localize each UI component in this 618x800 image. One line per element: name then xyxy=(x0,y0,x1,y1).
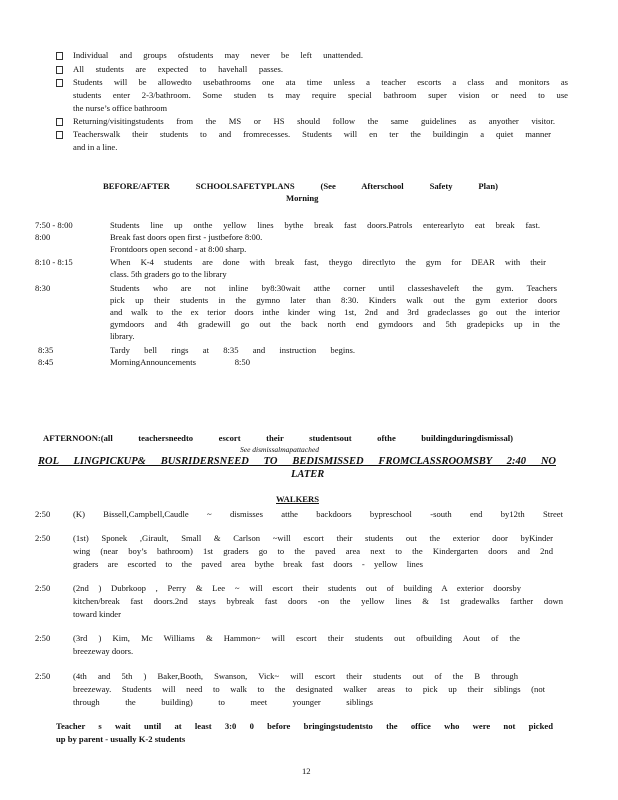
walker-time: 2:50 xyxy=(35,509,51,519)
schedule-text: Students who are not inline by8:30wait atthe corner until classeshaveleft the gym. Teachers xyxy=(110,283,557,293)
bullet-line: the nurse’s office bathroom xyxy=(73,103,168,113)
rolling-pickup-notice: LATER xyxy=(291,469,325,480)
rolling-pickup-notice: ROL LINGPICKUP& BUSRIDERSNEED TO BEDISMISSED FROMCLASSROOMSBY 2:40 NO xyxy=(38,456,556,467)
schedule-text: library. xyxy=(110,331,135,341)
walker-text: (3rd ) Kim, Mc Williams & Hammon~ will escort their students out ofbuilding Aout of the xyxy=(73,633,520,643)
section-subheading: Morning xyxy=(286,193,319,203)
checkbox-bullet-icon xyxy=(56,65,64,73)
schedule-text: Break fast doors open first - justbefore 8:00. xyxy=(110,232,263,242)
walkers-heading: WALKERS xyxy=(276,494,319,504)
dismissal-map-note: See dismissalmapattached xyxy=(240,445,319,454)
walker-text: toward kinder xyxy=(73,609,121,619)
walker-text: breezeway doors. xyxy=(73,646,134,656)
bullet-line: Returning/visitingstudents from the MS or HS should follow the same guidelines as anyother visitor. xyxy=(73,116,555,126)
bullet-line: Teacherswalk their students to and fromrecesses. Students will en ter the buildingin a quiet manner xyxy=(73,129,551,139)
schedule-time: 8:00 xyxy=(35,232,51,242)
schedule-text: pick up their students in the gymno later than 8:30. Kinders walk out the gym exterior doors xyxy=(110,295,557,305)
afternoon-heading: AFTERNOON:(all teachersneedto escort their studentsout ofthe buildingduringdismissal) xyxy=(43,433,513,443)
walker-text: (4th and 5th ) Baker,Booth, Swanson, Vick~ will escort their students out of the B through xyxy=(73,671,518,681)
section-heading: BEFORE/AFTER SCHOOLSAFETYPLANS (See Afterschool Safety Plan) xyxy=(103,181,498,191)
walker-text: wing (near boy’s bathroom) 1st graders go to the paved area next to the Kindergarten doors and 2nd xyxy=(73,546,553,556)
walker-text: through the building) to meet younger siblings xyxy=(73,697,373,707)
checkbox-bullet-icon xyxy=(56,51,64,59)
walker-text: graders are escorted to the paved area bythe break fast doors - yellow lines xyxy=(73,559,423,569)
schedule-time: 8:30 xyxy=(35,283,51,293)
bullet-line: Students will be allowedto usebathrooms one ata time unless a teacher escorts a class and monitors as xyxy=(73,77,568,87)
walker-text: breezeway. Students will need to walk to the designated walker areas to pick up their siblings (not xyxy=(73,684,545,694)
closing-note: up by parent - usually K-2 students xyxy=(56,734,186,744)
bullet-line: All students are expected to havehall passes. xyxy=(73,64,283,74)
page-number: 12 xyxy=(302,766,311,776)
schedule-text: MorningAnnouncements 8:50 xyxy=(110,357,250,367)
schedule-time: 8:35 xyxy=(38,345,54,355)
walker-time: 2:50 xyxy=(35,533,51,543)
walker-time: 2:50 xyxy=(35,633,51,643)
walker-time: 2:50 xyxy=(35,583,51,593)
checkbox-bullet-icon xyxy=(56,117,64,125)
walker-text: (1st) Sponek ,Girault, Small & Carlson ~will escort their students out the exterior door byKinder xyxy=(73,533,553,543)
schedule-time: 7:50 - 8:00 xyxy=(35,220,73,230)
schedule-text: When K-4 students are done with break fast, theygo directlyto the gym for DEAR with their xyxy=(110,257,546,267)
bullet-line: and in a line. xyxy=(73,142,118,152)
schedule-text: Tardy bell rings at 8:35 and instruction begins. xyxy=(110,345,355,355)
schedule-text: and walk to the ex terior doors inthe kinder wing 1st, 2nd and 3rd gradeclasses go out the interior xyxy=(110,307,560,317)
bullet-line: students enter 2-3/bathroom. Some studen ts may require special bathroom super vision or need to use xyxy=(73,90,568,100)
checkbox-bullet-icon xyxy=(56,130,64,138)
closing-note: Teacher s wait until at least 3:0 0 before bringingstudentsto the office who were not picked xyxy=(56,721,553,731)
walker-text: (2nd ) Dubrkoop , Perry & Lee ~ will escort their students out of building A exterior doorsby xyxy=(73,583,521,593)
walker-text: kitchen/break fast doors.2nd stays bybreak fast doors -on the yellow lines & 1st gradewalks farther down xyxy=(73,596,563,606)
schedule-text: Frontdoors open second - at 8:00 sharp. xyxy=(110,244,247,254)
schedule-text: Students line up onthe yellow lines bythe break fast doors.Patrols enterearlyto eat break fast. xyxy=(110,220,540,230)
schedule-text: gymdoors and 4th gradewill go out the back north end gymdoors and 5th gradepicks up in the xyxy=(110,319,560,329)
schedule-time: 8:45 xyxy=(38,357,54,367)
walker-time: 2:50 xyxy=(35,671,51,681)
schedule-time: 8:10 - 8:15 xyxy=(35,257,73,267)
checkbox-bullet-icon xyxy=(56,78,64,86)
schedule-text: class. 5th graders go to the library xyxy=(110,269,227,279)
walker-text: (K) Bissell,Campbell,Caudle ~ dismisses atthe backdoors bypreschool -south end by12th Street xyxy=(73,509,563,519)
bullet-line: Individual and groups ofstudents may never be left unattended. xyxy=(73,50,363,60)
